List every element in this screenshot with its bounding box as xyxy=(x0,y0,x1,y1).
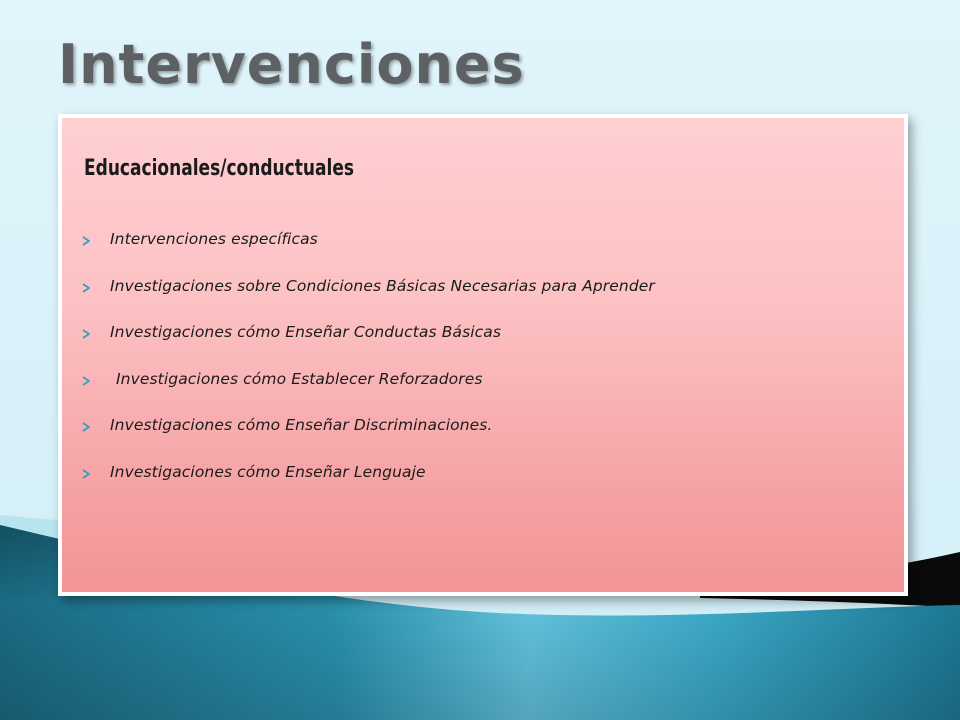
bullet-text: Investigaciones sobre Condiciones Básicas Necesarias para Aprender xyxy=(110,276,655,295)
section-subtitle: Educacionales/conductuales xyxy=(84,156,355,181)
content-box xyxy=(58,114,908,596)
list-item xyxy=(82,277,655,324)
bullet-text: Investigaciones cómo Enseñar Conductas Básicas xyxy=(110,323,502,341)
list-item xyxy=(82,323,655,370)
list-item xyxy=(82,230,655,277)
slide-title: Intervenciones xyxy=(58,33,525,96)
chevron-right-icon xyxy=(82,236,90,246)
chevron-right-icon xyxy=(82,469,90,479)
list-item xyxy=(82,370,655,417)
bullet-text: Intervenciones específicas xyxy=(110,230,318,248)
chevron-right-icon xyxy=(82,376,90,386)
chevron-right-icon xyxy=(82,329,90,339)
bullet-list xyxy=(82,230,655,509)
chevron-right-icon xyxy=(82,422,90,432)
bullet-text: Investigaciones cómo Enseñar Discriminaciones. xyxy=(110,416,493,434)
list-item xyxy=(82,463,655,510)
list-item xyxy=(82,416,655,463)
bullet-text: Investigaciones cómo Enseñar Lenguaje xyxy=(110,462,426,481)
bullet-text: Investigaciones cómo Establecer Reforzadores xyxy=(116,369,483,388)
chevron-right-icon xyxy=(82,283,90,293)
